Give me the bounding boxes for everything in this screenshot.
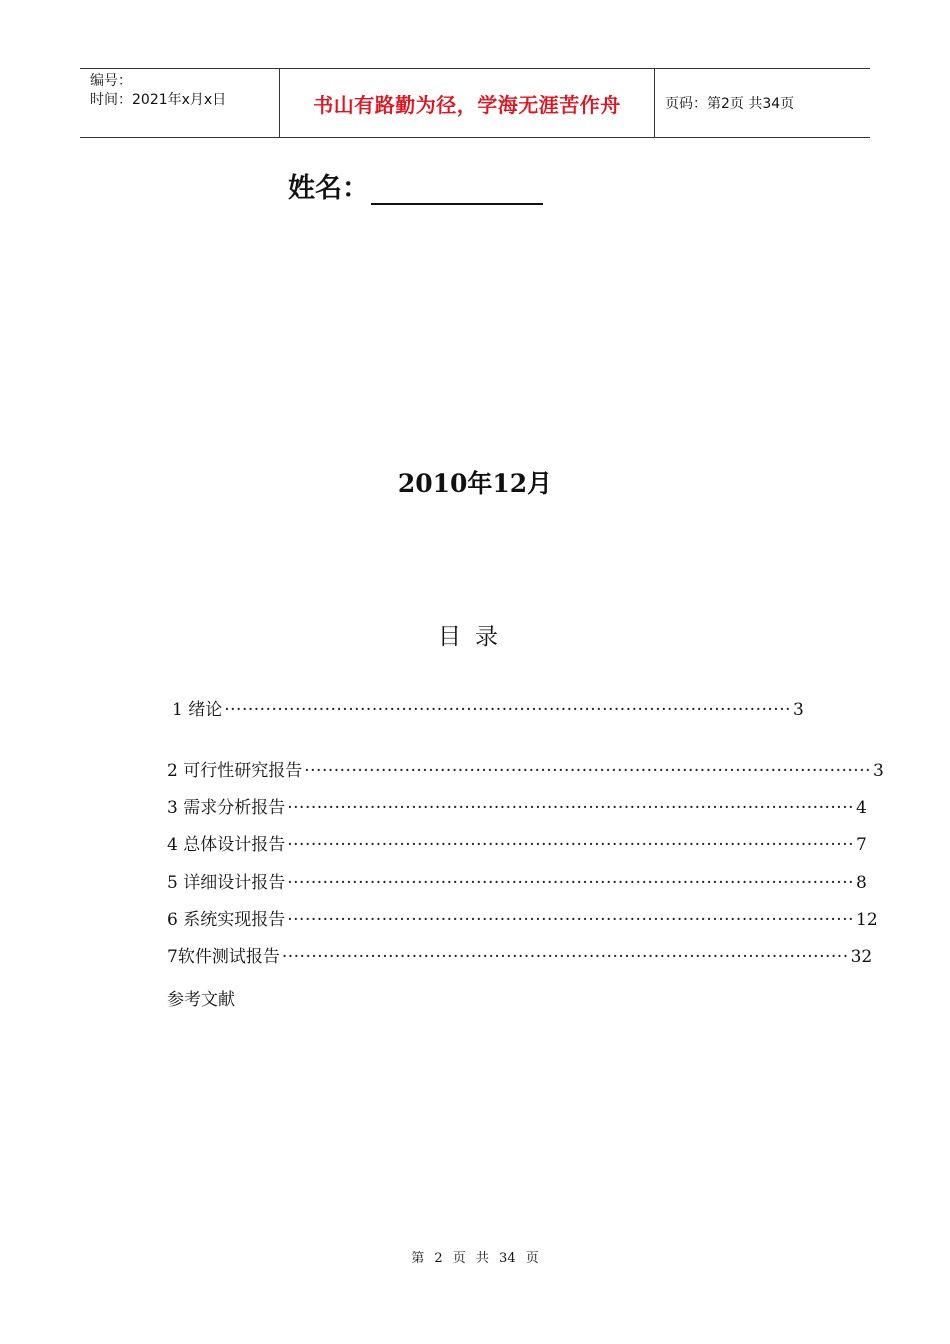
toc-item-page: 3 — [873, 761, 884, 781]
name-blank-line — [371, 173, 543, 205]
toc-item-label: 4 总体设计报告 — [167, 835, 286, 855]
toc-item-label: 2 可行性研究报告 — [167, 761, 303, 781]
toc-leader-dots: ································································································ — [287, 798, 854, 818]
toc-item[interactable] — [172, 699, 804, 721]
toc-item-page: 32 — [850, 947, 873, 967]
toc-item[interactable] — [167, 872, 867, 894]
toc-item-page: 12 — [856, 910, 878, 930]
name-field — [288, 166, 543, 205]
toc-item[interactable] — [167, 946, 873, 968]
toc-leader-dots: ································································································ — [287, 910, 854, 930]
toc-item-page: 4 — [856, 798, 867, 818]
toc-references[interactable]: 参考文献 — [167, 990, 235, 1010]
toc-item-label: 6 系统实现报告 — [167, 910, 286, 930]
page-footer: 第 2 页 共 34 页 — [411, 1251, 539, 1266]
toc-item-page: 3 — [793, 700, 804, 720]
toc-item-page: 8 — [856, 873, 867, 893]
toc-item-label: 1 绪论 — [172, 700, 223, 720]
toc-item[interactable] — [167, 834, 867, 856]
header-meta — [80, 69, 280, 137]
name-label: 姓名： — [288, 173, 369, 204]
toc-item[interactable] — [167, 797, 867, 819]
toc-leader-dots: ································································································ — [224, 700, 791, 720]
toc-item-page: 7 — [856, 835, 867, 855]
toc-title: 目录 — [438, 624, 512, 650]
header-page-info: 页码：第2页 共34页 — [665, 96, 795, 112]
time-label: 时间：2021年x月x日 — [90, 92, 227, 108]
toc-item-label: 3 需求分析报告 — [167, 798, 286, 818]
toc-item[interactable] — [167, 760, 884, 782]
toc-leader-dots: ································································································ — [304, 761, 871, 781]
page-header — [80, 68, 870, 138]
toc-leader-dots: ································································································ — [287, 835, 854, 855]
toc-item-label: 5 详细设计报告 — [167, 873, 286, 893]
document-date: 2010年12月 — [397, 469, 553, 498]
toc-leader-dots: ································································································ — [287, 873, 854, 893]
toc-item-label: 7软件测试报告 — [167, 947, 280, 967]
number-label: 编号： — [90, 73, 132, 89]
toc-item[interactable] — [167, 909, 878, 931]
toc-leader-dots: ································································································ — [281, 947, 849, 967]
header-motto: 书山有路勤为径，学海无涯苦作舟 — [280, 69, 655, 137]
